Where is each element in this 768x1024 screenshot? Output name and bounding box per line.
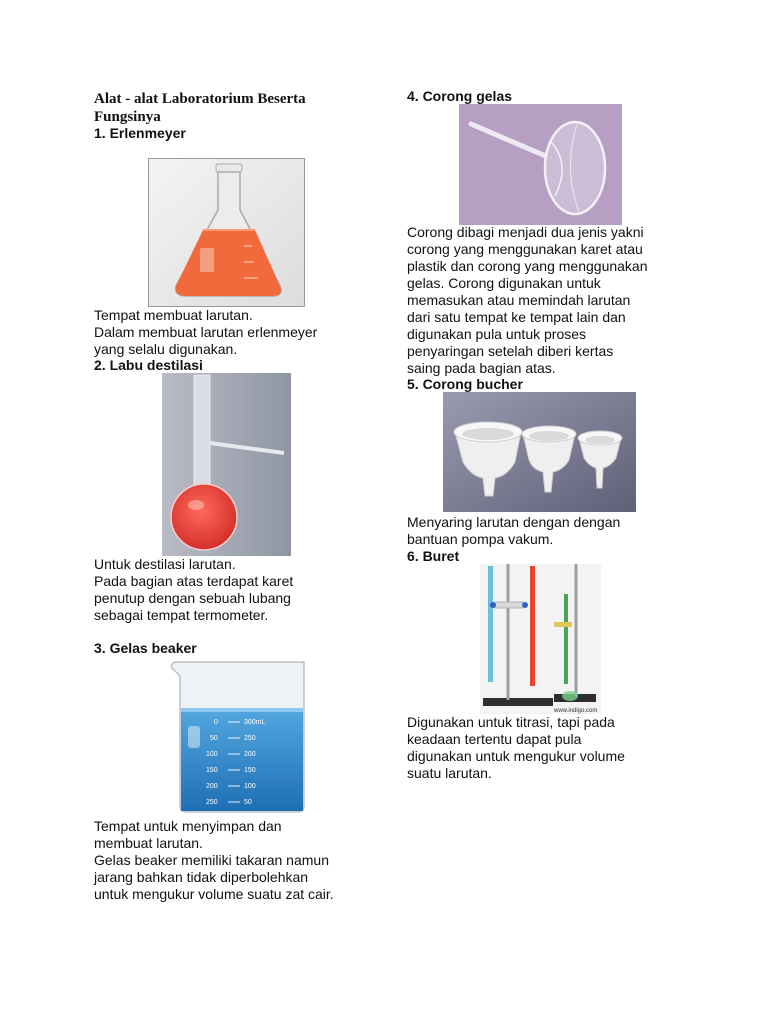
gelas-beaker-description-line: untuk mengukur volume suatu zat cair.: [94, 886, 334, 902]
corong-gelas-description-line: plastik dan corong yang menggunakan: [407, 258, 648, 274]
beaker-mark-right: 150: [244, 767, 256, 774]
distillation-flask-icon: [162, 373, 291, 556]
buret-description-line: suatu larutan.: [407, 765, 492, 781]
buret-description-line: digunakan untuk mengukur volume: [407, 748, 625, 764]
burette-stand-icon: [480, 564, 601, 714]
heading-erlenmeyer: 1. Erlenmeyer: [94, 125, 186, 141]
heading-labu-destilasi: 2. Labu destilasi: [94, 357, 203, 373]
heading-corong-gelas: 4. Corong gelas: [407, 88, 513, 104]
beaker-mark-right: 100: [244, 783, 256, 790]
heading-corong-bucher: 5. Corong bucher: [407, 376, 523, 392]
corong-gelas-description-line: corong yang menggunakan karet atau: [407, 241, 643, 257]
beaker-icon: [166, 656, 313, 816]
labu-destilasi-description-line: Pada bagian atas terdapat karet: [94, 573, 294, 589]
labu-destilasi-description-line: Untuk destilasi larutan.: [94, 556, 236, 572]
buret-description-line: keadaan tertentu dapat pula: [407, 731, 582, 747]
heading-gelas-beaker: 3. Gelas beaker: [94, 640, 197, 656]
labu-destilasi-description-line: penutup dengan sebuah lubang: [94, 590, 291, 606]
gelas-beaker-description-line: membuat larutan.: [94, 835, 203, 851]
gelas-beaker-description-line: Tempat untuk menyimpan dan: [94, 818, 282, 834]
labu-destilasi-description-line: sebagai tempat termometer.: [94, 607, 269, 623]
beaker-mark-right: 300mL: [244, 719, 266, 726]
beaker-mark-left: 200: [206, 783, 218, 790]
beaker-mark-right: 250: [244, 735, 256, 742]
gelas-beaker-description-line: Gelas beaker memiliki takaran namun: [94, 852, 329, 868]
corong-gelas-description-line: digunakan pula untuk proses: [407, 326, 587, 342]
beaker-mark-left: 250: [206, 799, 218, 806]
corong-bucher-description-line: bantuan pompa vakum.: [407, 531, 554, 547]
glass-funnel-icon: [459, 104, 622, 225]
erlenmeyer-flask-icon: [148, 158, 305, 307]
erlenmeyer-description-line: Dalam membuat larutan erlenmeyer: [94, 324, 318, 340]
beaker-mark-left: 50: [210, 735, 218, 742]
corong-gelas-description-line: gelas. Corong digunakan untuk: [407, 275, 601, 291]
buchner-funnel-icon: [443, 392, 636, 512]
corong-gelas-description-line: Corong dibagi menjadi dua jenis yakni: [407, 224, 644, 240]
gelas-beaker-description-line: jarang bahkan tidak diperbolehkan: [94, 869, 309, 885]
erlenmeyer-description-line: Tempat membuat larutan.: [94, 307, 253, 323]
beaker-mark-left: 150: [206, 767, 218, 774]
corong-gelas-description-line: penyaringan setelah diberi kertas: [407, 343, 614, 359]
beaker-mark-right: 50: [244, 799, 252, 806]
heading-buret: 6. Buret: [407, 548, 460, 564]
corong-gelas-description-line: dari satu tempat ke tempat lain dan: [407, 309, 626, 325]
corong-gelas-description-line: memasukan atau memindah larutan: [407, 292, 631, 308]
erlenmeyer-description-line: yang selalu digunakan.: [94, 341, 238, 357]
beaker-mark-left: 0: [214, 719, 218, 726]
beaker-mark-right: 200: [244, 751, 256, 758]
burette-watermark: www.indigo.com: [554, 708, 598, 714]
beaker-mark-left: 100: [206, 751, 218, 758]
corong-bucher-description-line: Menyaring larutan dengan dengan: [407, 514, 621, 530]
buret-description-line: Digunakan untuk titrasi, tapi pada: [407, 714, 615, 730]
corong-gelas-description-line: saing pada bagian atas.: [407, 360, 556, 376]
page-title: Alat - alat Laboratorium Beserta Fungsinya: [94, 91, 306, 125]
